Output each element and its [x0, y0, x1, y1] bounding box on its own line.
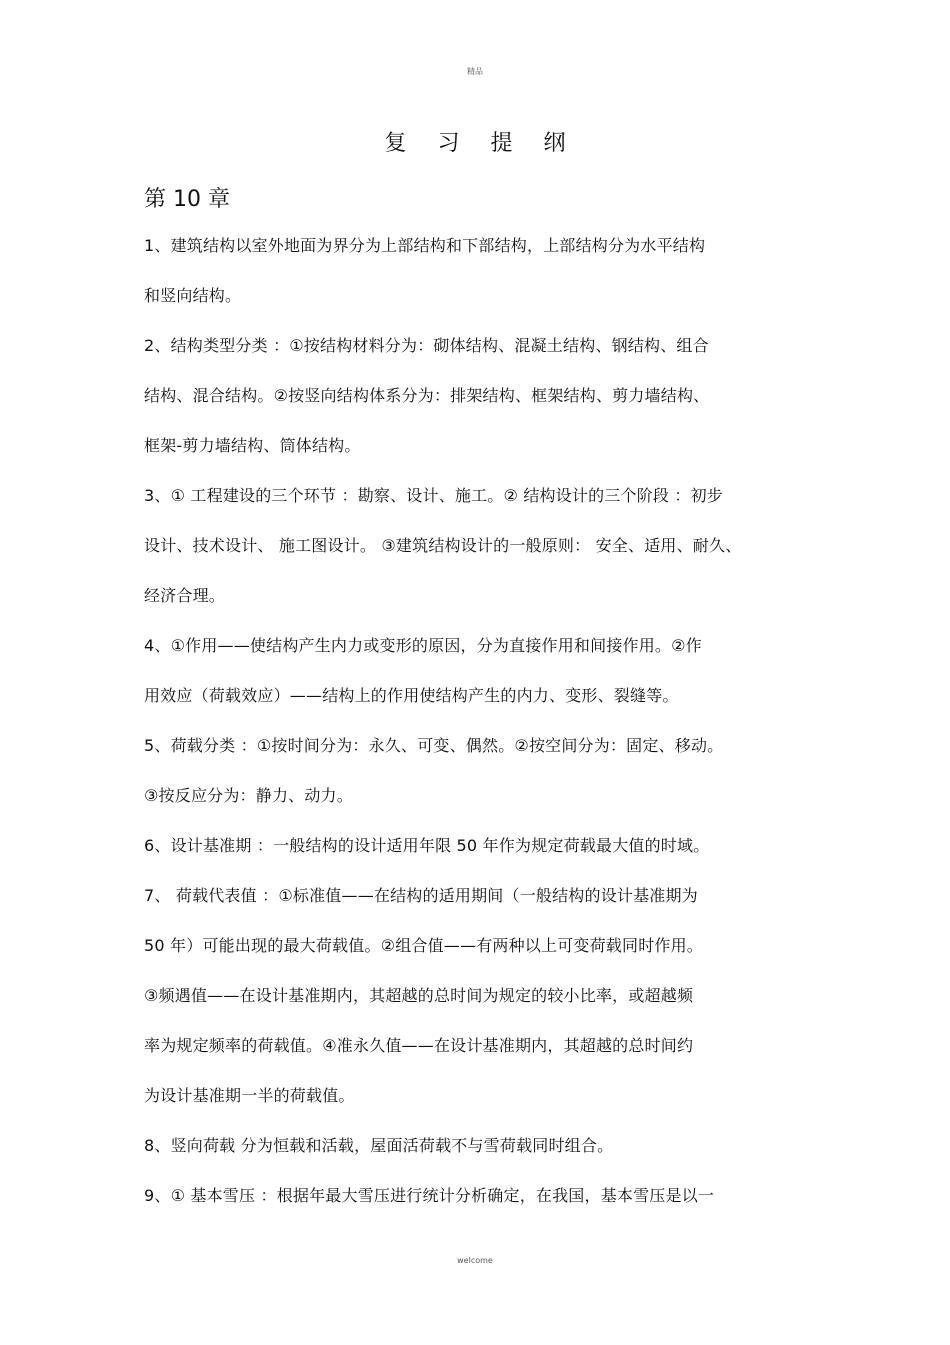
text-line: 4、①作用——使结构产生内力或变形的原因，分为直接作用和间接作用。②作: [144, 636, 702, 655]
text-line: 结构、混合结构。②按竖向结构体系分为：排架结构、框架结构、剪力墙结构、: [144, 386, 710, 405]
text-line: 7、 荷载代表值 ：①标准值——在结构的适用期间（一般结构的设计基准期为: [144, 886, 698, 905]
text-line: 2、结构类型分类 ：①按结构材料分为：砌体结构、混凝土结构、钢结构、组合: [144, 336, 709, 355]
text-line: ③按反应分为：静力、动力。: [144, 786, 353, 805]
text-line: 和竖向结构。: [144, 286, 242, 305]
header-mark: 精品: [467, 67, 483, 76]
text-line: ③频遇值——在设计基准期内，其超越的总时间为规定的较小比率，或超越频: [144, 986, 694, 1005]
page-title: 复 习 提 纲: [384, 131, 578, 156]
text-line: 用效应（荷载效应）——结构上的作用使结构产生的内力、变形、裂缝等。: [144, 686, 679, 705]
text-line: 为设计基准期一半的荷载值。: [144, 1086, 355, 1105]
text-line: 率为规定频率的荷载值。④准永久值——在设计基准期内，其超越的总时间约: [144, 1036, 694, 1055]
text-line: 8、竖向荷载 分为恒载和活载，屋面活荷载不与雪荷载同时组合。: [144, 1136, 614, 1155]
text-line: 50 年）可能出现的最大荷载值。②组合值——有两种以上可变荷载同时作用。: [144, 936, 703, 955]
text-line: 经济合理。: [144, 586, 226, 605]
text-line: 设计、技术设计、 施工图设计。 ③建筑结构设计的一般原则： 安全、适用、耐久、: [144, 536, 742, 555]
text-line: 框架-剪力墙结构、筒体结构。: [144, 436, 361, 455]
footer-mark: welcome: [457, 1256, 493, 1265]
text-line: 1、建筑结构以室外地面为界分为上部结构和下部结构，上部结构分为水平结构: [144, 236, 706, 255]
text-line: 5、荷载分类 ：①按时间分为：永久、可变、偶然。②按空间分为：固定、移动。: [144, 736, 724, 755]
text-line: 6、设计基准期 ：一般结构的设计适用年限 50 年作为规定荷载最大值的时域。: [144, 836, 710, 855]
chapter-heading: 第 10 章: [144, 187, 230, 212]
text-line: 9、① 基本雪压 ：根据年最大雪压进行统计分析确定，在我国，基本雪压是以一: [144, 1186, 715, 1205]
text-line: 3、① 工程建设的三个环节 ：勘察、设计、施工。② 结构设计的三个阶段 ：初步: [144, 486, 724, 505]
